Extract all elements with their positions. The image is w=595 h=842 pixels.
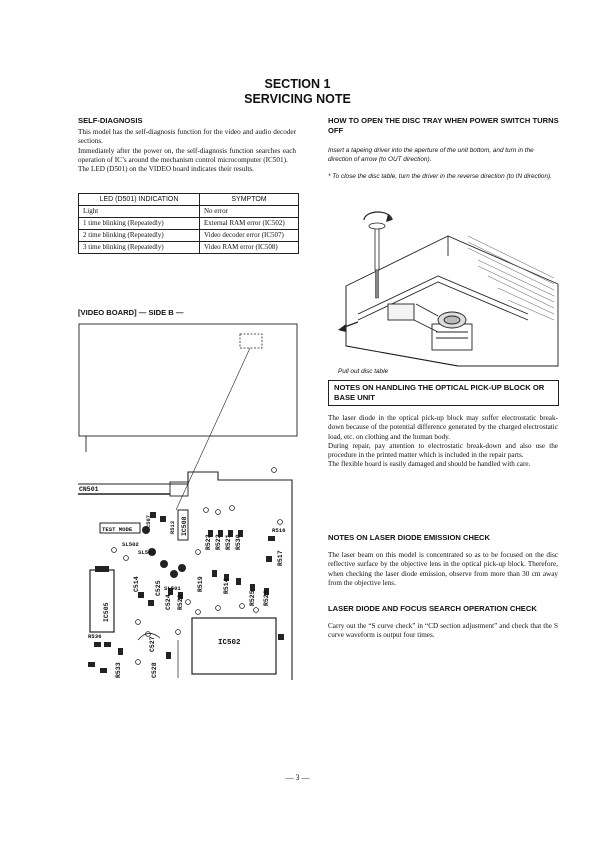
pcb-label: C528 [151, 662, 158, 678]
section-title: SECTION 1 [264, 77, 331, 91]
table-cell: Video decoder error (IC507) [200, 230, 299, 242]
pcb-label: C514 [133, 576, 140, 592]
optical-pickup-paragraph: The laser diode in the optical pick-up block may suffer electrostatic break-down because of the potential difference generated by the charged electrostatic load, etc. on clothing and the human body. [328, 414, 558, 441]
pcb-label: R517 [277, 550, 284, 566]
pcb-label: R530 [235, 534, 242, 550]
led-indication-table [78, 193, 299, 254]
pcb-label: R525 [249, 590, 256, 606]
pcb-label: TEST MODE [102, 526, 133, 533]
focus-search-heading: LASER DIODE AND FOCUS SEARCH OPERATION CHECK [328, 604, 537, 613]
table-row [79, 206, 299, 218]
table-header-led: LED (D501) INDICATION [79, 194, 200, 206]
pcb-label: IC505 [103, 602, 110, 622]
focus-search-text: Carry out the “S curve check” in “CD section adjustment” and check that the S curve waveform is output four times. [328, 622, 558, 640]
ic505-chip [90, 570, 114, 632]
self-diagnosis-paragraph: Immediately after the power on, the self-diagnosis function searches each operation of IC’s around the mechanism control microcomputer (IC501). [78, 146, 296, 164]
pcb-label: R519 [197, 576, 204, 592]
self-diagnosis-heading: SELF-DIAGNOSIS [78, 116, 143, 125]
table-cell: Light [79, 206, 200, 218]
pcb-label: C524 [165, 594, 172, 610]
pcb-label: R522 [215, 534, 222, 550]
self-diagnosis-paragraph: The LED (D501) on the VIDEO board indicates their results. [78, 165, 254, 174]
disc-tray-illustration [328, 196, 560, 368]
optical-pickup-paragraph: During repair, pay attention to electrostatic break-down and also use the procedure in the printed matter which is included in the repair parts. [328, 441, 558, 460]
pcb-label: SL503 [138, 549, 155, 556]
table-row [79, 230, 299, 242]
disc-tray-note: * To close the disc table, turn the driver in the reverse direction (to IN direction). [328, 173, 552, 180]
pcb-label: R536 [88, 633, 102, 640]
pcb-label: R533 [115, 662, 122, 678]
page-number: — 3 — [285, 773, 310, 782]
pcb-label: R526 [263, 590, 270, 606]
video-board-caption: [VIDEO BOARD] — SIDE B — [78, 308, 184, 317]
pcb-label: C507 [146, 515, 152, 528]
table-cell: No error [200, 206, 299, 218]
table-cell: 1 time blinking (Repeatedly) [79, 218, 200, 230]
laser-emission-heading: NOTES ON LASER DIODE EMISSION CHECK [328, 533, 491, 542]
pcb-label: R516 [272, 527, 286, 534]
table-header-symptom: SYMPTOM [200, 194, 299, 206]
disc-table-caption: Pull out disc table [338, 368, 389, 375]
table-cell: External RAM error (IC502) [200, 218, 299, 230]
page-subtitle: SERVICING NOTE [244, 92, 351, 106]
pcb-label: C525 [155, 580, 162, 596]
optical-pickup-text [328, 414, 558, 470]
pcb-label: R521 [225, 534, 232, 550]
optical-pickup-heading: NOTES ON HANDLING THE OPTICAL PICK-UP BLOCK OR BASE UNIT [328, 380, 559, 406]
table-row [79, 242, 299, 254]
leader-line [176, 348, 250, 510]
pcb-label: IC502 [218, 639, 241, 647]
magnified-view-frame [79, 324, 297, 436]
pcb-label: SL501 [164, 585, 181, 592]
pcb-label: R523 [205, 534, 212, 550]
pcb-label: C527 [149, 636, 156, 652]
pcb-label: R514 [223, 578, 230, 594]
pcb-label: SL502 [122, 541, 139, 548]
pcb-label: R528 [177, 594, 184, 610]
self-diagnosis-text [78, 128, 296, 174]
table-cell: Video RAM error (IC508) [200, 242, 299, 254]
table-cell: 2 time blinking (Repeatedly) [79, 230, 200, 242]
optical-pickup-paragraph: The flexible board is easily damaged and should be handled with care. [328, 460, 531, 469]
self-diagnosis-paragraph: This model has the self-diagnosis function for the video and audio decoder sections. [78, 128, 296, 146]
table-row [79, 218, 299, 230]
disc-tray-heading: HOW TO OPEN THE DISC TRAY WHEN POWER SWITCH TURNS OFF [328, 116, 559, 135]
disc-tray-instruction: Insert a tapeing driver into the aperture of the unit bottom, and turn in the direction of arrow (to OUT direction). [328, 147, 534, 163]
table-cell: 3 time blinking (Repeatedly) [79, 242, 200, 254]
laser-emission-text: The laser beam on this model is concentrated so as to be focused on the disc reflective surface by the objective lens in the optical pick-up block. Therefore, when checking the laser diode emission, observe from more than 30 cm away from the objective lens. [328, 551, 558, 587]
pcb-label: R513 [170, 521, 176, 534]
led-location-marker [240, 334, 262, 348]
pcb-label: CN501 [79, 486, 99, 493]
video-board-diagram [78, 322, 300, 680]
pcb-label: IC508 [181, 516, 188, 536]
